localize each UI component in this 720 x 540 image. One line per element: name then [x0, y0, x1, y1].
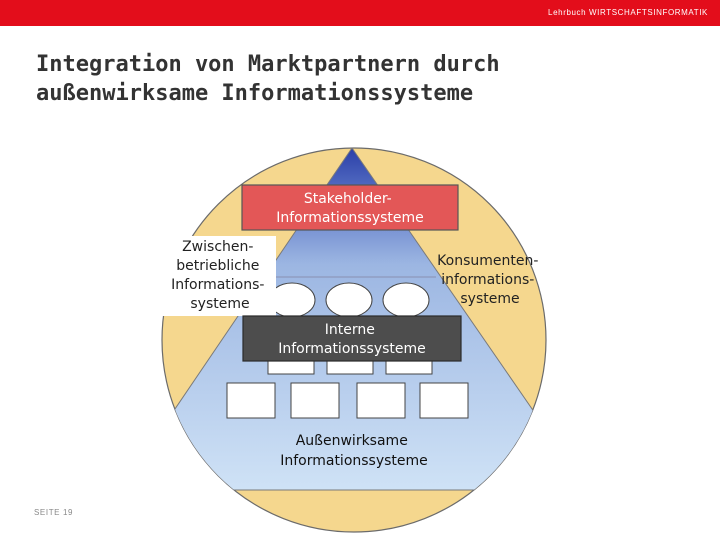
- tier-box: [420, 383, 468, 418]
- zwischen-line-2: betriebliche: [176, 258, 260, 274]
- tier-ellipse: [326, 283, 372, 317]
- zwischen-line-4: systeme: [190, 296, 250, 312]
- tier-box: [227, 383, 275, 418]
- brand-label: Lehrbuch WIRTSCHAFTSINFORMATIK: [548, 8, 708, 17]
- interne-line-2: Informationssysteme: [278, 341, 426, 357]
- konsumenten-line-3: systeme: [460, 291, 520, 307]
- page-number: SEITE 19: [34, 508, 74, 517]
- tier-box: [357, 383, 405, 418]
- title-line-2: außenwirksame Informationssysteme: [36, 81, 474, 106]
- zwischen-line-3: Informations-: [171, 277, 265, 293]
- aussen-line-1: Außenwirksame: [295, 433, 408, 449]
- konsumenten-line-2: informations-: [441, 272, 535, 288]
- stakeholder-line-1: Stakeholder-: [303, 191, 392, 207]
- tier-ellipse: [383, 283, 429, 317]
- title-line-1: Integration von Marktpartnern durch: [36, 52, 500, 77]
- konsumenten-line-1: Konsumenten-: [437, 253, 539, 269]
- interne-line-1: Interne: [324, 322, 375, 338]
- stakeholder-line-2: Informationssysteme: [276, 210, 424, 226]
- zwischen-line-1: Zwischen-: [182, 239, 254, 255]
- aussen-line-2: Informationssysteme: [280, 453, 428, 469]
- tier-box: [291, 383, 339, 418]
